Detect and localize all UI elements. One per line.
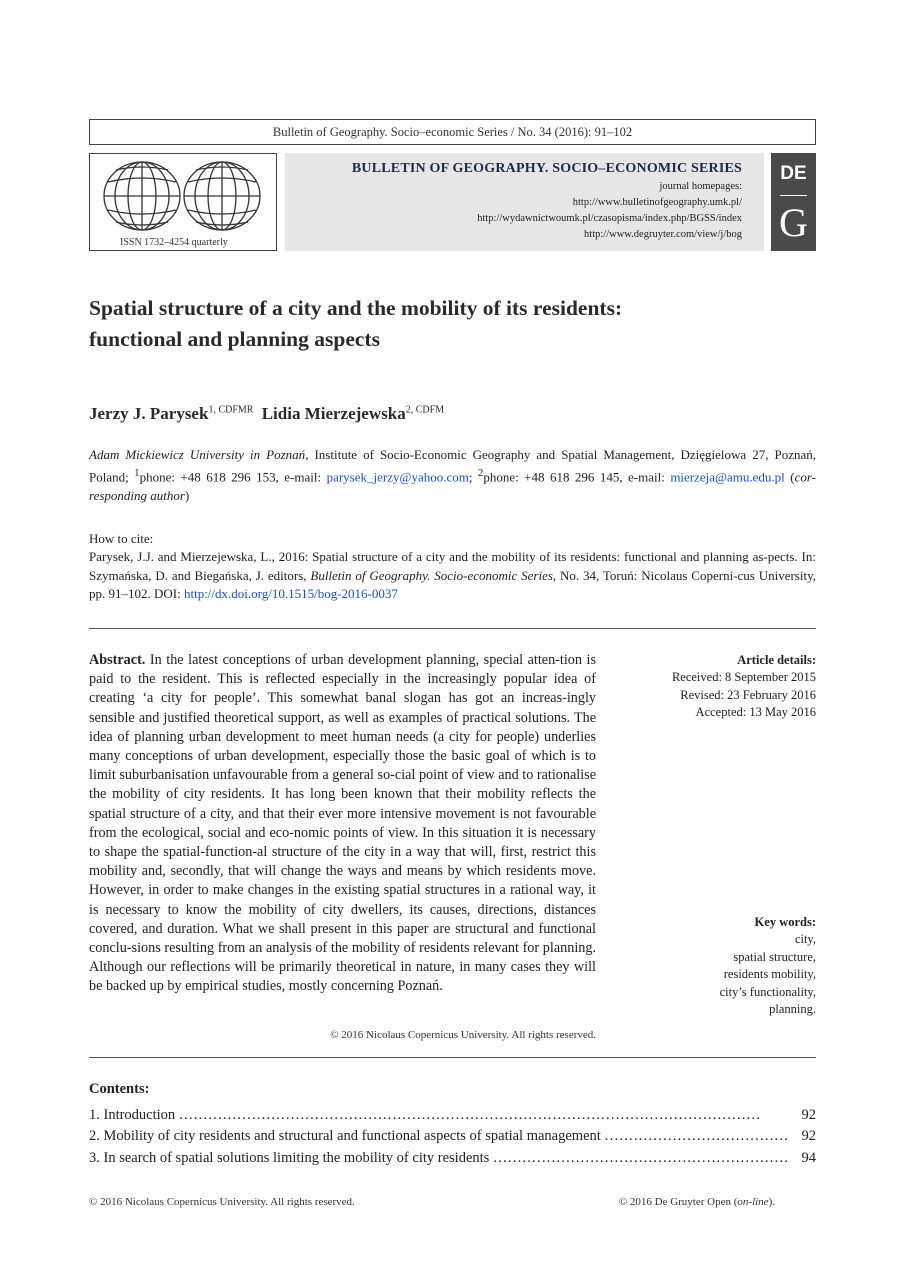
journal-logo-box	[89, 153, 277, 251]
issn-label: ISSN 1732–4254 quarterly	[120, 237, 228, 248]
keywords-label: Key words:	[754, 915, 816, 929]
toc-entry-page: 92	[801, 1128, 816, 1144]
toc-leader-dots	[175, 1107, 788, 1124]
keywords	[720, 914, 816, 1018]
contents-heading: Contents:	[89, 1081, 150, 1097]
toc-entry-page: 92	[801, 1107, 816, 1123]
toc-entry[interactable]	[89, 1128, 816, 1145]
footer-left: © 2016 Nicolaus Copernicus University. All rights reserved.	[89, 1196, 355, 1208]
divider-top	[89, 628, 816, 629]
revised-date: Revised: 23 February 2016	[680, 687, 816, 702]
publisher-badge-divider	[780, 195, 807, 196]
keyword-item: city’s functionality,	[719, 984, 816, 999]
abstract-copyright: © 2016 Nicolaus Copernicus University. All rights reserved.	[330, 1029, 596, 1041]
running-header-text: Bulletin of Geography. Socio–economic Series / No. 34 (2016): 91–102	[272, 124, 633, 139]
toc-entry-title: 3. In search of spatial solutions limiting the mobility of city residents	[89, 1150, 490, 1166]
publisher-badge	[771, 153, 816, 251]
affiliation-sup-2: 2	[477, 467, 484, 480]
keyword-item: planning.	[769, 1002, 816, 1017]
how-to-cite	[89, 530, 816, 603]
citation-text-1: Parysek, J.J. and Mierzejewska, L., 2016: Spatial structure of a city and the mobility of its residents: functional and planning as-pects. In: Szymańska, D. and Biegańska, J. editors,	[89, 549, 816, 583]
footer-right-prefix: © 2016 De Gruyter Open (	[618, 1196, 738, 1208]
journal-title: BULLETIN OF GEOGRAPHY. SOCIO–ECONOMIC SERIES	[351, 161, 742, 176]
publisher-badge-top: DE	[780, 163, 807, 184]
journal-url-2[interactable]: http://wydawnictwoumk.pl/czasopisma/index.php/BGSS/index	[477, 213, 742, 224]
toc-leader-dots	[489, 1150, 788, 1167]
affiliation-close-paren: )	[184, 487, 190, 503]
accepted-date: Accepted: 13 May 2016	[695, 705, 816, 720]
corresponding-author-note: cor-responding author	[89, 469, 816, 503]
publisher-badge-bottom: G	[779, 200, 808, 245]
citation-text-2: No. 34, Toruń: Nicolaus Coperni-cus University, pp. 91–102. DOI:	[89, 567, 816, 601]
keyword-item: residents mobility,	[723, 967, 816, 982]
affiliation-sup-1: 1	[134, 467, 140, 480]
journal-info-band	[285, 153, 764, 251]
divider-bottom	[89, 1057, 816, 1058]
abstract-label: Abstract.	[89, 652, 146, 668]
running-header	[89, 119, 816, 145]
affiliation-open-paren: (	[784, 469, 795, 485]
footer-right-italic: on-line	[737, 1196, 769, 1208]
how-to-cite-label: How to cite:	[89, 531, 154, 546]
author-1-affiliation: 1, CDFMR	[208, 404, 254, 416]
email-link-1[interactable]: parysek_jerzy@yahoo.com	[326, 469, 469, 485]
author-2-affiliation: 2, CDFM	[405, 404, 445, 416]
article-title	[89, 293, 789, 355]
author-1: Jerzy J. Parysek	[89, 404, 209, 423]
citation-journal: Bulletin of Geography. Socio-economic Series,	[310, 567, 557, 583]
doi-link[interactable]: http://dx.doi.org/10.1515/bog-2016-0037	[183, 585, 398, 601]
toc-entry-page: 94	[801, 1150, 816, 1166]
footer-right	[619, 1196, 775, 1208]
toc-leader-dots	[601, 1128, 788, 1145]
journal-url-1[interactable]: http://www.bulletinofgeography.umk.pl/	[572, 197, 742, 208]
globe-icon	[96, 160, 272, 232]
article-title-line-2: functional and planning aspects	[89, 327, 380, 351]
journal-url-3[interactable]: http://www.degruyter.com/view/j/bog	[584, 229, 742, 240]
received-date: Received: 8 September 2015	[671, 670, 816, 685]
abstract	[89, 651, 596, 997]
affiliation-institution: Adam Mickiewicz University in Poznań	[89, 447, 306, 462]
homepages-label: journal homepages:	[659, 181, 742, 192]
author-2: Lidia Mierzejewska	[261, 404, 406, 423]
affiliation-address: , Institute of Socio-Economic Geography and Spatial Management, Dzięgielowa 27, Poznań, Poland;	[89, 447, 816, 485]
authors	[89, 404, 444, 424]
abstract-text: In the latest conceptions of urban development planning, special atten-tion is paid to the resident. This is reflected especially in the increasingly popular idea of creating ‘a city for people’. This somewhat banal slogan has got an increas-ingly sensible and justified theoretical support, as well as examples of practical solutions. The idea of planning urban development to meet human needs (a city for people) underlies many conceptions of urban development, especially those the basic goal of which is to limit suburbanisation unfavourable from a general so-cial point of view and to rationalise the mobility of city residents. It has long been known that their mobility reflects the spatial structure of a city, and that their ever more intensive movement is not favourable from the ecological, social and eco-nomic points of view. In this situation it is necessary to shape the spatial-function-al structure of the city in a way that will, first, restrict this mobility and, secondly, that will change the ways and means by which residents move. However, in order to make changes in the existing spatial structures in a rational way, it is necessary to know the mobility of city dwellers, its causes, directions, distances covered, and duration. What we shall present in this paper are structural and functional conclu-sions resulting from an analysis of the mobility of residents relevant for planning. Although our reflections will be primarily theoretical in nature, in many cases they will be backed up by empirical studies, mostly concerning Poznań.	[89, 652, 596, 995]
footer-right-suffix: ).	[768, 1196, 775, 1208]
citation-text	[89, 548, 816, 603]
article-title-line-1: Spatial structure of a city and the mobility of its residents:	[89, 296, 623, 320]
toc-entry[interactable]	[89, 1150, 816, 1167]
article-details	[672, 652, 816, 722]
toc-entry-title: 2. Mobility of city residents and structural and functional aspects of spatial management	[89, 1128, 601, 1144]
toc-entry[interactable]	[89, 1107, 816, 1124]
affiliation	[89, 446, 816, 505]
toc-entry-title: 1. Introduction	[89, 1107, 176, 1123]
keyword-item: city,	[794, 932, 816, 947]
article-details-label: Article details:	[737, 653, 816, 667]
affiliation-phone-1: phone: +48 618 296 153, e-mail:	[139, 469, 327, 485]
affiliation-phone-2: phone: +48 618 296 145, e-mail:	[483, 469, 671, 485]
keyword-item: spatial structure,	[733, 949, 816, 964]
affiliation-separator: ;	[468, 469, 478, 485]
email-link-2[interactable]: mierzeja@amu.edu.pl	[670, 469, 785, 485]
